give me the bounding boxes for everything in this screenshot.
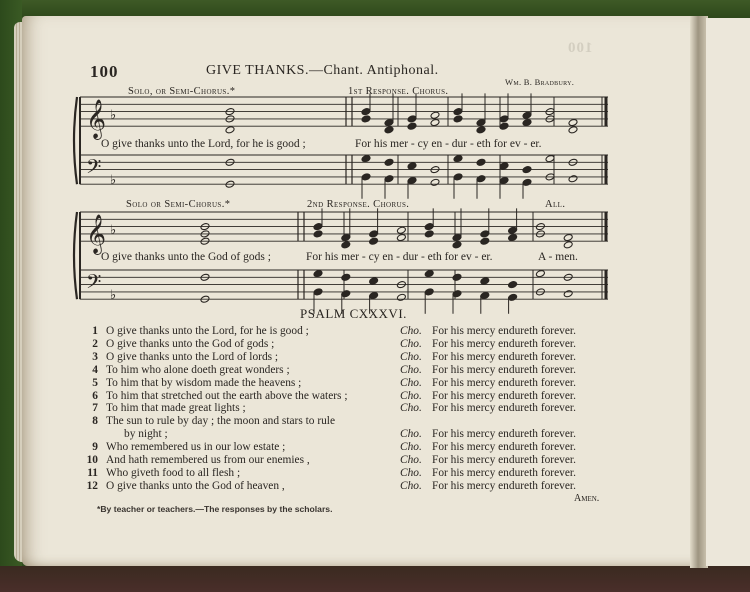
verse-text: To him that made great lights ; xyxy=(106,402,246,415)
system1-response-label: 1st Response. Chorus. xyxy=(348,86,449,97)
note-head xyxy=(476,175,486,183)
verse-text-continued: by night ; xyxy=(124,428,168,441)
system2-all-label: All. xyxy=(545,199,566,210)
cho-label: Cho. xyxy=(400,454,422,466)
cho-label: Cho. xyxy=(400,441,422,454)
treble-clef: 𝄞 xyxy=(86,214,107,255)
note-head xyxy=(480,291,490,299)
cho-label: Cho. xyxy=(400,363,422,376)
note-head xyxy=(430,118,440,126)
verse-response: For his mercy endureth forever. xyxy=(432,428,576,441)
note-head xyxy=(313,223,323,231)
note-head xyxy=(568,126,578,134)
cho-label: Cho. xyxy=(400,350,422,363)
verse-response: For his mercy endureth forever. xyxy=(432,376,576,389)
note-head xyxy=(563,290,573,298)
note-head xyxy=(499,115,509,123)
verse-text: O give thanks unto the God of heaven , xyxy=(106,479,285,492)
note-head xyxy=(568,175,578,183)
verse-response: For his mercy endureth forever. xyxy=(432,350,576,363)
system1-solo-lyric: O give thanks unto the Lord, for he is good ; xyxy=(101,138,306,150)
note-head xyxy=(424,223,434,231)
verse-response: For his mercy endureth forever. xyxy=(432,402,576,415)
note-head xyxy=(424,270,434,278)
psalm-verse-continuation xyxy=(80,428,620,441)
verse-text: Who remembered us in our low estate ; xyxy=(106,441,286,454)
system2-amen-lyric: A - men. xyxy=(538,251,578,263)
note-head xyxy=(499,162,509,170)
note-head xyxy=(313,270,323,278)
verse-text: O give thanks unto the God of gods ; xyxy=(106,337,275,350)
cho-label: Cho. xyxy=(400,325,422,337)
psalm-verse xyxy=(80,480,620,493)
psalm-verse xyxy=(80,402,620,415)
note-head xyxy=(361,173,371,181)
system2-response-lyric: For his mer - cy en - dur - eth for ev - er. xyxy=(306,251,493,263)
note-head xyxy=(452,233,462,241)
note-head xyxy=(453,173,463,181)
flat-sign: ♭ xyxy=(110,173,117,189)
page-number: 100 xyxy=(90,62,119,81)
note-head xyxy=(361,108,371,116)
verse-number: 1 xyxy=(92,325,98,337)
verse-text: To him who alone doeth great wonders ; xyxy=(106,363,290,376)
note-head xyxy=(369,230,379,238)
system-brace xyxy=(74,97,77,184)
flat-sign: ♭ xyxy=(110,107,117,123)
note-head xyxy=(535,270,545,278)
note-head xyxy=(476,126,486,134)
system1-response-lyric: For his mer - cy en - dur - eth for ev - er. xyxy=(355,138,542,150)
note-head xyxy=(480,230,490,238)
verse-number: 5 xyxy=(92,376,98,389)
cho-label: Cho. xyxy=(400,479,422,492)
verse-response: For his mercy endureth forever. xyxy=(432,337,576,350)
page-title: GIVE THANKS.—Chant. Antiphonal. xyxy=(206,63,439,78)
verse-response: For his mercy endureth forever. xyxy=(432,325,576,337)
note-head xyxy=(508,233,518,241)
note-head xyxy=(341,241,351,249)
verse-text: Who giveth food to all flesh ; xyxy=(106,466,241,479)
note-head xyxy=(545,155,555,163)
verse-response: For his mercy endureth forever. xyxy=(432,389,576,402)
flat-sign: ♭ xyxy=(110,288,117,304)
note-head xyxy=(407,162,417,170)
note-head xyxy=(384,126,394,134)
cho-label: Cho. xyxy=(400,466,422,479)
cho-label: Cho. xyxy=(400,428,422,441)
note-head xyxy=(508,226,518,234)
verse-number: 4 xyxy=(92,363,98,376)
verse-text: The sun to rule by day ; the moon and stars to rule xyxy=(106,415,336,428)
verse-text: To him that stretched out the earth above the waters ; xyxy=(106,389,348,402)
note-head xyxy=(563,241,573,249)
verse-text: O give thanks unto the Lord, for he is good ; xyxy=(106,325,309,337)
note-head xyxy=(568,118,578,126)
note-head xyxy=(384,175,394,183)
note-head xyxy=(563,233,573,241)
psalm-verse xyxy=(80,467,620,480)
system1-solo-label: Solo, or Semi-Chorus.* xyxy=(128,86,236,97)
note-head xyxy=(508,281,518,289)
note-head xyxy=(361,115,371,123)
note-head xyxy=(407,115,417,123)
note-head xyxy=(522,166,532,174)
psalm-verse xyxy=(80,325,620,338)
note-head xyxy=(407,122,417,130)
system2-solo-label: Solo or Semi-Chorus.* xyxy=(126,199,231,210)
note-head xyxy=(384,118,394,126)
note-head xyxy=(499,176,509,184)
psalm-verse xyxy=(80,390,620,403)
system-brace xyxy=(74,212,77,299)
verse-response: For his mercy endureth forever. xyxy=(432,363,576,376)
note-head xyxy=(452,241,462,249)
verse-number: 8 xyxy=(92,415,98,428)
verse-number: 3 xyxy=(92,350,98,363)
psalm-verse xyxy=(80,377,620,390)
show-through-text: 100 xyxy=(567,40,593,56)
note-head xyxy=(480,277,490,285)
composer-credit: Wm. B. Bradbury. xyxy=(505,77,575,87)
bass-clef: 𝄢 xyxy=(86,269,102,298)
verse-text: O give thanks unto the Lord of lords ; xyxy=(106,350,279,363)
note-head xyxy=(341,273,351,281)
bass-clef: 𝄢 xyxy=(86,154,102,183)
note-head xyxy=(522,178,532,186)
note-head xyxy=(453,115,463,123)
note-head xyxy=(452,273,462,281)
note-head xyxy=(453,155,463,163)
note-head xyxy=(480,237,490,245)
note-head xyxy=(407,176,417,184)
note-head xyxy=(452,290,462,298)
footnote: *By teacher or teachers.—The responses by the scholars. xyxy=(97,504,333,514)
psalm-verse xyxy=(80,415,620,428)
psalm-verse xyxy=(80,351,620,364)
note-head xyxy=(396,293,406,301)
note-head xyxy=(396,226,406,234)
note-head xyxy=(453,108,463,116)
note-head xyxy=(369,277,379,285)
verse-number: 10 xyxy=(86,454,98,466)
verse-response: For his mercy endureth forever. xyxy=(432,441,576,454)
psalm-verse xyxy=(80,441,620,454)
note-head xyxy=(522,118,532,126)
note-head xyxy=(396,233,406,241)
verse-number: 12 xyxy=(86,479,98,492)
verse-number: 11 xyxy=(87,466,98,479)
verse-number: 9 xyxy=(92,441,98,454)
note-head xyxy=(341,290,351,298)
psalm-verse xyxy=(80,364,620,377)
note-head xyxy=(476,118,486,126)
note-head xyxy=(369,237,379,245)
system2-response-label: 2nd Response. Chorus. xyxy=(307,199,410,210)
note-head xyxy=(341,233,351,241)
note-head xyxy=(424,230,434,238)
verse-number: 7 xyxy=(92,402,98,415)
system2-solo-lyric: O give thanks unto the God of gods ; xyxy=(101,251,271,263)
note-head xyxy=(508,293,518,301)
psalm-title: PSALM CXXXVI. xyxy=(300,306,407,321)
verse-response: For his mercy endureth forever. xyxy=(432,466,576,479)
note-head xyxy=(384,158,394,166)
verse-response: For his mercy endureth forever. xyxy=(432,479,576,492)
note-head xyxy=(430,111,440,119)
note-head xyxy=(499,122,509,130)
note-head xyxy=(430,178,440,186)
psalm-verse xyxy=(80,338,620,351)
note-head xyxy=(369,291,379,299)
note-head xyxy=(313,230,323,238)
note-head xyxy=(361,155,371,163)
note-head xyxy=(225,126,235,134)
cho-label: Cho. xyxy=(400,402,422,415)
treble-clef: 𝄞 xyxy=(86,99,107,140)
flat-sign: ♭ xyxy=(110,222,117,238)
note-head xyxy=(424,288,434,296)
note-head xyxy=(313,288,323,296)
verse-response: For his mercy endureth forever. xyxy=(432,454,576,466)
verse-number: 6 xyxy=(92,389,98,402)
psalm-verse xyxy=(80,454,620,467)
cho-label: Cho. xyxy=(400,389,422,402)
verse-number: 2 xyxy=(92,337,98,350)
psalm-amen: Amen. xyxy=(574,493,600,504)
verse-text: And hath remembered us from our enemies , xyxy=(106,454,310,466)
cho-label: Cho. xyxy=(400,337,422,350)
note-head xyxy=(522,111,532,119)
verse-text: To him that by wisdom made the heavens ; xyxy=(106,376,302,389)
cho-label: Cho. xyxy=(400,376,422,389)
note-head xyxy=(476,158,486,166)
